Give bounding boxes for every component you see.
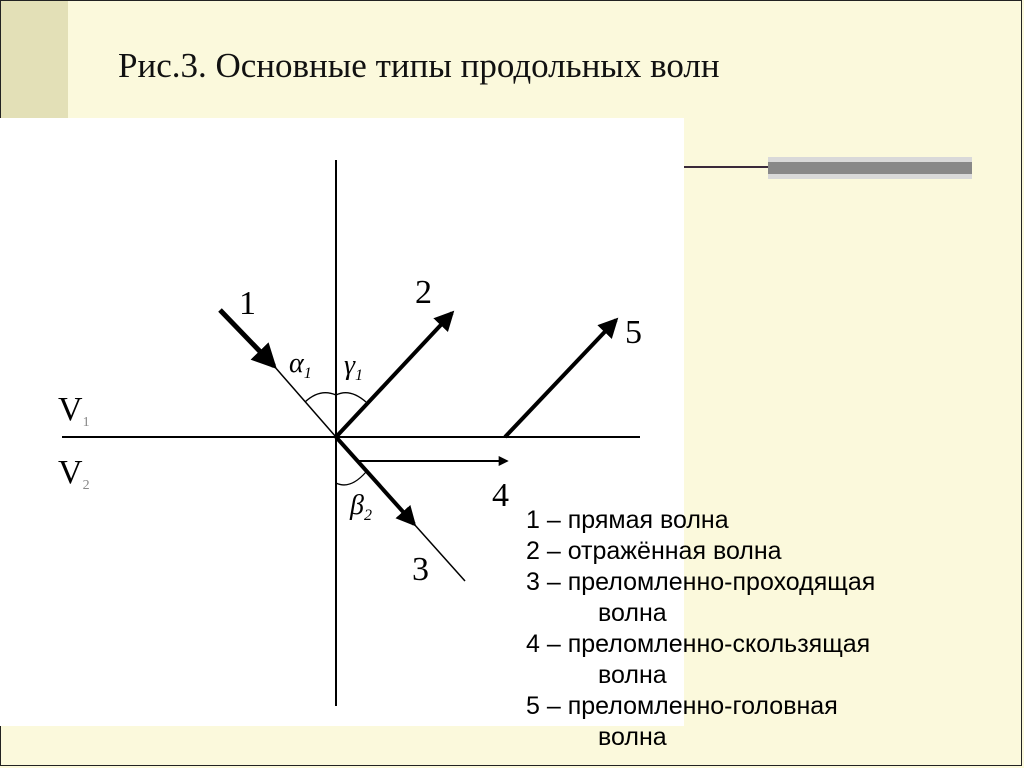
- slide-title: Рис.3. Основные типы продольных волн: [118, 46, 720, 85]
- ray-5-label: 5: [625, 314, 642, 351]
- ray-2-label: 2: [415, 274, 432, 311]
- alpha-label: $\alpha_1$: [289, 348, 312, 382]
- beta-label: $\beta_2$: [350, 490, 372, 524]
- gamma-arc: [336, 393, 366, 402]
- ray-3-refracted: [336, 437, 414, 524]
- legend-item: 3 – преломленно-проходящая волна: [526, 568, 876, 627]
- v2-label: V2: [58, 454, 90, 493]
- legend-item: 2 – отражённая волна: [526, 537, 782, 565]
- ray-5-head: [505, 320, 616, 437]
- alpha-arc: [305, 393, 336, 402]
- ray-4-label: 4: [492, 477, 509, 514]
- beta-arc: [336, 472, 366, 485]
- ray-1-label: 1: [239, 285, 256, 322]
- ray-3-label: 3: [412, 551, 429, 588]
- legend-item: 4 – преломленно-скользящая волна: [526, 630, 871, 689]
- legend-item: 5 – преломленно-головная волна: [526, 692, 838, 751]
- v1-label: V1: [58, 391, 90, 430]
- gamma-label: $\gamma_1$: [344, 350, 364, 384]
- legend-list: [526, 505, 875, 753]
- legend-item: 1 – прямая волна: [526, 506, 729, 534]
